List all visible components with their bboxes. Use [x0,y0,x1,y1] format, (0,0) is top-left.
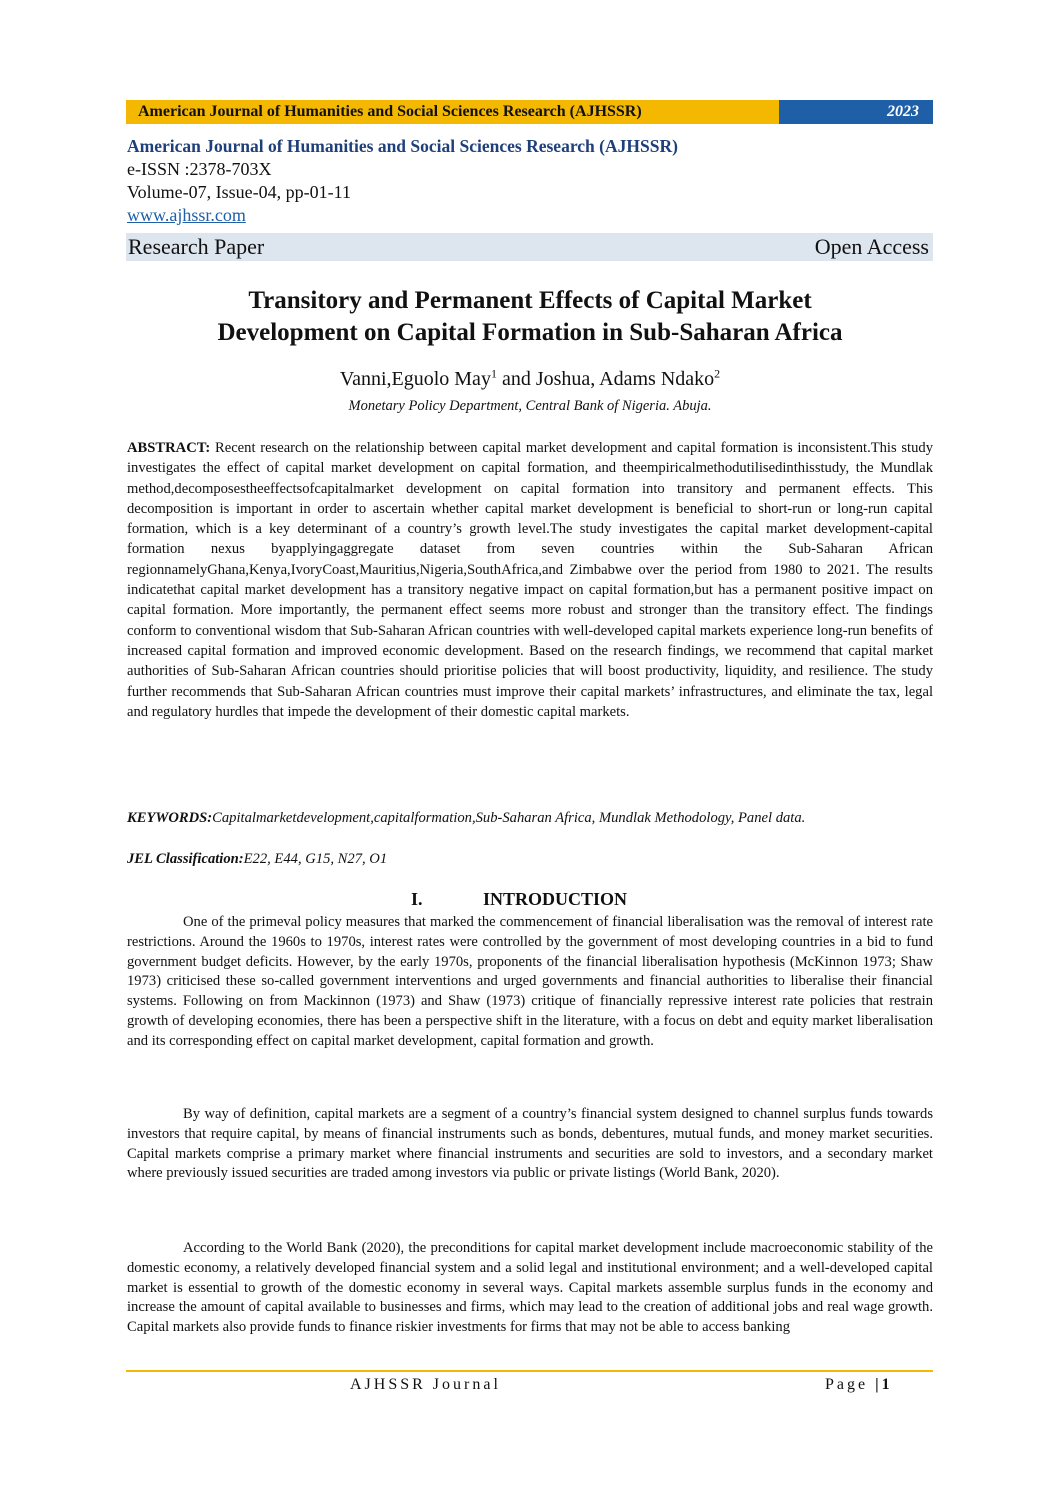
header-journal-title: American Journal of Humanities and Social Sciences Research (AJHSSR) [126,100,779,124]
author-2: Joshua, Adams Ndako [535,368,715,390]
paper-title-line-2: Development on Capital Formation in Sub-Saharan Africa [217,319,843,346]
jel-label: JEL Classification: [127,851,244,867]
paper-authors [127,367,933,391]
body-paragraph: By way of definition, capital markets are a segment of a country’s financial system designed to channel surplus funds towards investors that require capital, by means of financial instruments such as bonds, debentures, mutual funds, and money market securities. Capital markets comprise a primary market where financial instruments and securities are sold to investors, and a secondary market where previously issued securities are traded among investors via public or private listings (World Bank, 2020). [127,1106,933,1182]
footer-page [825,1376,893,1394]
paper-type: Research Paper [128,234,265,259]
footer-page-number: 1 [881,1376,893,1393]
author-joiner: and [496,368,536,390]
footer-page-label: Page [825,1376,876,1393]
body-paragraph: According to the World Bank (2020), the preconditions for capital market development include macroeconomic stability of the domestic economy, a relatively developed financial system and a solid legal and institutional environment; and a well-developed capital market is essential to growth of the domestic economy in several ways. Capital markets assemble surplus funds in the economy and increase the amount of capital available to businesses and firms, which may lead to the creation of additional jobs and real wage growth. Capital markets also provide funds to finance riskier investments for firms that may not be able to access banking [127,1240,933,1336]
access-type: Open Access [814,234,929,259]
author-affiliation: Monetary Policy Department, Central Bank of Nigeria. Abuja. [348,398,712,414]
section-title: INTRODUCTION [483,889,628,909]
section-number: I. [411,889,423,909]
author-1: Vanni,Eguolo May [339,368,491,390]
author-2-affiliation-mark: 2 [714,366,721,381]
header-year: 2023 [779,100,933,124]
paper-title-line-1: Transitory and Permanent Effects of Capital Market [248,287,812,314]
abstract [127,438,933,722]
journal-volume: Volume-07, Issue-04, pp-01-11 [127,182,351,202]
body-paragraph: One of the primeval policy measures that marked the commencement of financial liberalisation was the removal of interest rate restrictions. Around the 1960s to 1970s, interest rates were controlled by the government of most developing countries in a bid to fund government budget deficits. However, by the early 1970s, proponents of the financial liberalisation hypothesis (McKinnon 1973; Shaw 1973) criticised these so-called government interventions and urged governments and financial authorities to liberalise their financial systems. Following on from Mackinnon (1973) and Shaw (1973) critique of financially repressive interest rate policies that restrain growth of developing economies, there has been a perspective shift in the literature, with a focus on debt and equity market liberalisation and its corresponding effect on capital market development, capital formation and growth. [127,914,933,1049]
author-1-affiliation-mark: 1 [490,366,497,381]
abstract-label: ABSTRACT: [127,440,211,456]
journal-website-link[interactable]: www.ajhssr.com [127,205,246,225]
journal-header-band [126,100,933,124]
paper-type-band [126,233,933,261]
footer-separator: | [875,1376,882,1393]
journal-name: American Journal of Humanities and Social Sciences Research (AJHSSR) [127,136,678,156]
footer-journal: AJHSSR Journal [350,1376,501,1393]
journal-info [127,134,933,227]
jel-classification [127,849,933,869]
abstract-text: Recent research on the relationship between capital market development and capital formation is inconsistent.This study investigates the effect of capital market development on capital formation, and theempiricalmethodutilisedinthisstudy, the Mundlak method,decomposestheeffectsofcapitalmarket development on capital formation into transitory and permanent effects. This decomposition is important in order to ascertain whether capital market development is beneficial to short-run or long-run capital formation, which is a key determinant of a country’s growth level.The study investigates the capital market development-capital formation nexus byapplyingaggregate dataset from seven countries within the Sub-Saharan African regionnamelyGhana,Kenya,IvoryCoast,Mauritius,Nigeria,SouthAfrica,and Zimbabwe over the period from 1980 to 2021. The results indicatethat capital market development has a transitory negative impact on capital formation,but has a permanent positive impact on capital formation. More importantly, the permanent effect seems more robust and stronger than the transitory effect. The findings conform to conventional wisdom that Sub-Saharan African countries with well-developed capital markets experience long-run benefits of increased capital formation and improved economic development. Based on the research findings, we recommend that capital market authorities of Sub-Saharan African countries should prioritise policies that will boost productivity, liquidity, and resilience. The study further recommends that Sub-Saharan African countries must improve their capital markets’ infrastructures, and eliminate the tax, legal and regulatory hurdles that impede the development of their domestic capital markets. [127,440,933,720]
journal-issn: e-ISSN :2378-703X [127,159,272,179]
keywords-text: Capitalmarketdevelopment,capitalformation,Sub-Saharan Africa, Mundlak Methodology, Panel data. [212,810,806,826]
keywords [127,808,933,828]
jel-codes: E22, E44, G15, N27, O1 [243,851,388,867]
footer-divider [126,1370,933,1372]
keywords-label: KEYWORDS: [127,810,213,826]
paper-title [127,285,933,349]
